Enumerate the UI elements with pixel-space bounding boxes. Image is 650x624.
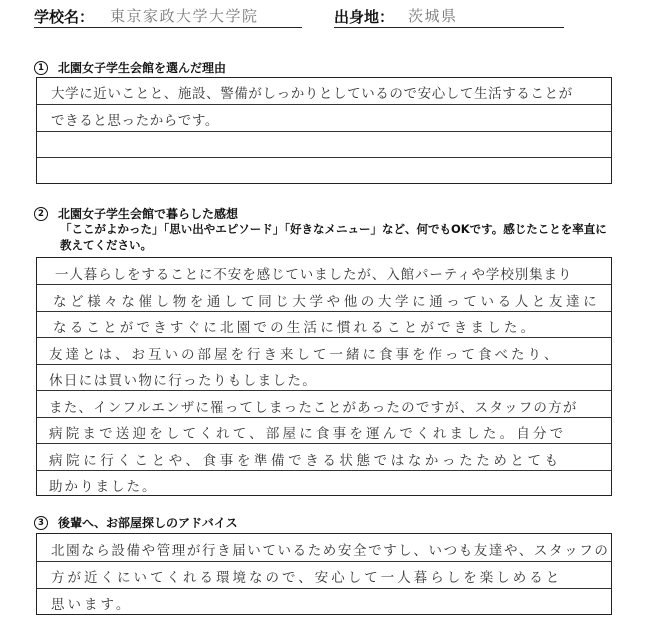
section3-heading [34,514,238,531]
section2-answer-line: また、インフルエンザに罹ってしまったことがあったのですが、スタッフの方が [49,400,578,416]
ruled-line [37,390,611,391]
section3-answer-box [36,533,612,615]
ruled-line [37,588,611,589]
section1-title: 北園女子学生会館を選んだ理由 [58,61,227,75]
section2-answer-line: なることができすぐに北園での生活に慣れることができました。 [53,320,538,336]
ruled-line [37,443,611,444]
ruled-line [37,284,611,285]
school-name-value: 東京家政大学大学院 [110,7,259,25]
section3-answer-line: 方が近くにいてくれる環境なので、安心して一人暮らしを楽しめると [51,570,563,586]
section3-title: 後輩へ、お部屋探しのアドバイス [58,516,238,530]
section1-answer-line: できると思ったからです。 [51,113,219,129]
section2-answer-line: 一人暮らしをすることに不安を感じていましたが、入館パーティや学校別集まり [55,267,573,283]
section2-instructions-line2: 教えてください。 [60,238,152,252]
ruled-line [37,104,611,105]
section2-number: 2 [34,207,48,221]
ruled-line [37,417,611,418]
ruled-line [37,561,611,562]
section2-answer-line: 病院まで送迎をしてくれて、部屋に食事を運んでくれました。自分で [49,426,567,442]
section2-answer-box [36,257,612,496]
section2-answer-line: 助かりました。 [49,479,158,495]
section2-answer-line: 病院に行くことや、食事を準備できる状態ではなかったためとても [49,453,562,469]
section3-answer-line: 思います。 [51,597,133,613]
ruled-line [37,364,611,365]
section2-instructions-line1: 「ここがよかった」「思い出やエピソード」「好きなメニュー」など、何でもOKです。感じたことを率直に [60,222,607,236]
section1-answer-line: 大学に近いことと、施設、警備がしっかりとしているので安心して生活することが [51,86,573,102]
section1-number: 1 [34,61,48,75]
ruled-line [37,470,611,471]
section3-number: 3 [34,516,48,530]
section2-answer-line: 休日には買い物に行ったりもしました。 [49,373,318,389]
origin-underline [334,27,564,28]
school-name-label: 学校名： [34,8,95,26]
section2-title: 北園女子学生会館で暮らした感想 [58,207,239,221]
origin-value: 茨城県 [408,7,458,25]
ruled-line [37,311,611,312]
school-name-underline [34,27,302,28]
section2-heading [34,205,238,222]
section2-answer-line: 友達とは、お互いの部屋を行き来して一緒に食事を作って食べたり、 [49,347,561,363]
ruled-line [37,131,611,132]
section1-heading [34,59,226,76]
section1-answer-box [36,77,612,184]
ruled-line [37,157,611,158]
section3-answer-line: 北園なら設備や管理が行き届いているため安全ですし、いつも友達や、スタッフの [51,543,610,559]
section2-answer-line: など様々な催し物を通して同じ大学や他の大学に通っている人と友達に [53,294,601,310]
origin-label: 出身地： [334,8,395,26]
ruled-line [37,337,611,338]
